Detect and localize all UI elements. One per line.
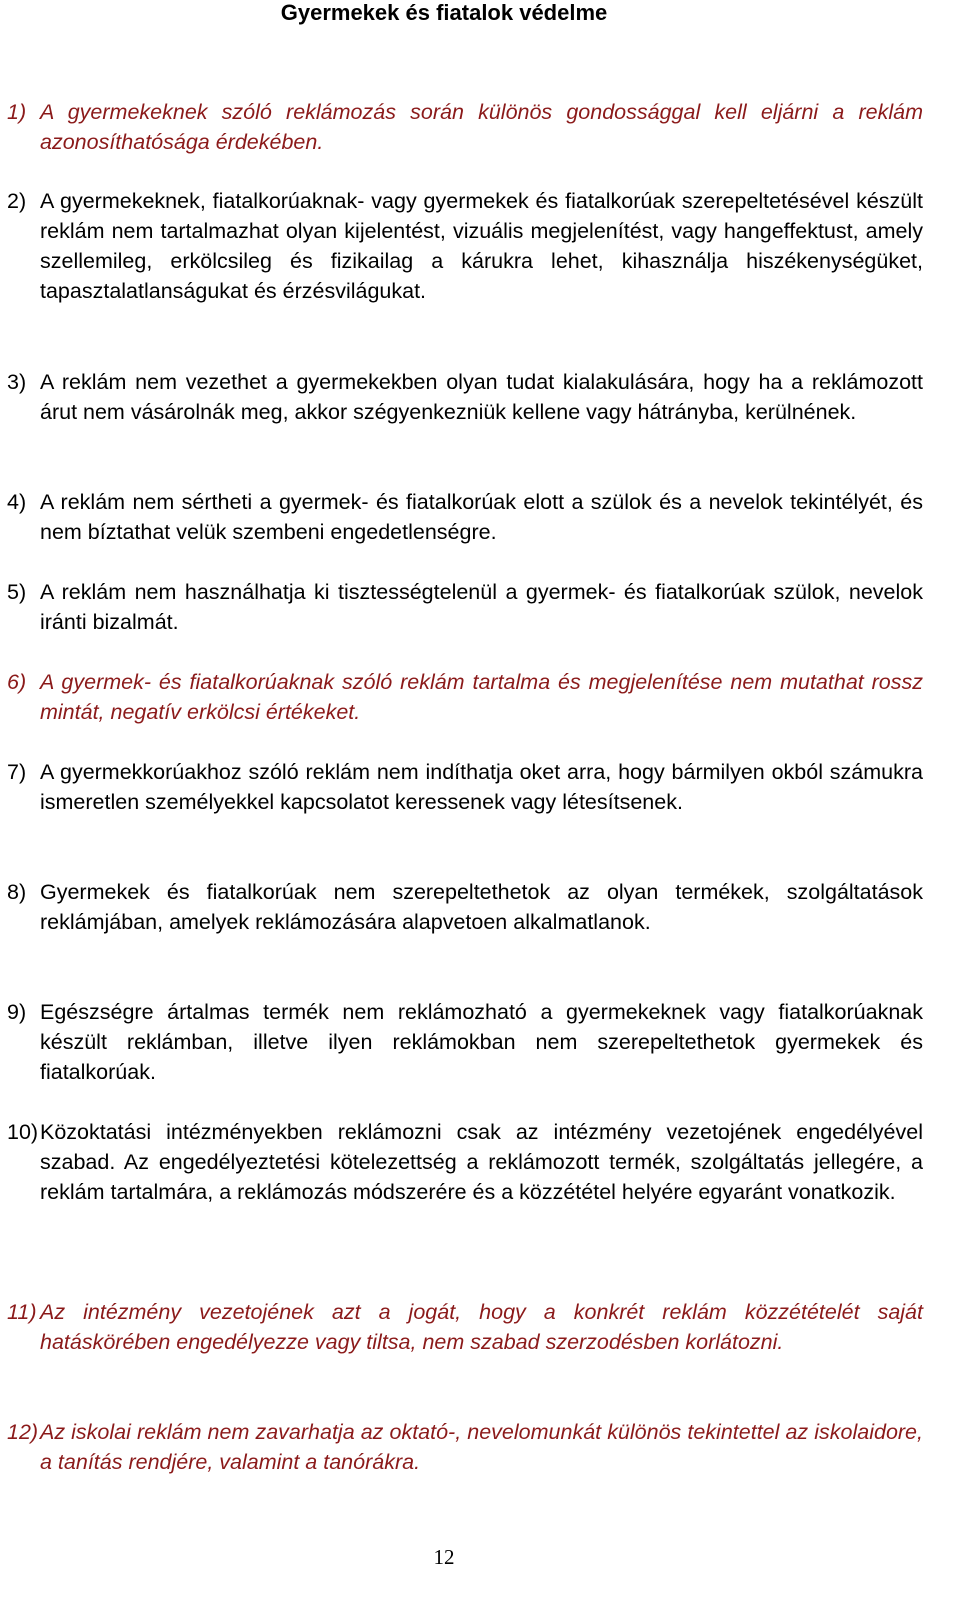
- list-item-6: [7, 667, 923, 727]
- item-number: 3): [7, 370, 27, 394]
- list-item-5: [7, 577, 923, 637]
- item-text: Közoktatási intézményekben reklámozni csak az intézmény vezetojének engedélyével szabad. Az engedélyeztetési kötelezettség a reklámozott termék, szolgáltatás jellegére, a reklám tartalmára, a reklámozás módszerére és a közzététel helyére egyaránt vonatkozik.: [40, 1120, 923, 1204]
- list-item-2: [7, 186, 923, 306]
- item-text: Az iskolai reklám nem zavarhatja az oktató-, nevelomunkát különös tekintettel az iskolaidore, a tanítás rendjére, valamint a tanórákra.: [40, 1420, 923, 1474]
- list-item-12: [7, 1417, 923, 1477]
- item-text: A gyermekeknek szóló reklámozás során különös gondossággal kell eljárni a reklám azonosíthatósága érdekében.: [40, 100, 923, 154]
- page-title: Gyermekek és fiatalok védelme: [280, 0, 608, 25]
- list-item-10: [7, 1117, 923, 1207]
- list-item-4: [7, 487, 923, 547]
- item-text: A reklám nem sértheti a gyermek- és fiatalkorúak elott a szülok és a nevelok tekintélyét, és nem bíztathat velük szembeni engedetlenségre.: [40, 490, 923, 544]
- list-item-8: [7, 877, 923, 937]
- item-number: 2): [7, 189, 27, 213]
- item-text: A gyermekeknek, fiatalkorúaknak- vagy gyermekek és fiatalkorúak szerepeltetésével készült reklám nem tartalmazhat olyan kijelentést, vizuális megjelenítést, vagy hangeffektust, amely szellemileg, erkölcsileg és fizikailag a kárukra lehet, kihasználja hiszékenységüket, tapasztalatlanságukat és érzésvilágukat.: [40, 189, 923, 303]
- list-item-9: [7, 997, 923, 1087]
- item-number: 6): [7, 670, 27, 694]
- item-number: 8): [7, 880, 27, 904]
- item-text: Gyermekek és fiatalkorúak nem szerepeltethetok az olyan termékek, szolgáltatások reklámjában, amelyek reklámozására alapvetoen alkalmatlanok.: [40, 880, 923, 934]
- item-text: Az intézmény vezetojének azt a jogát, hogy a konkrét reklám közzétételét saját hatáskörében engedélyezze vagy tiltsa, nem szabad szerzodésben korlátozni.: [40, 1300, 923, 1354]
- item-number: 4): [7, 490, 27, 514]
- item-number: 12): [7, 1420, 39, 1444]
- list-item-3: [7, 367, 923, 427]
- item-text: Egészségre ártalmas termék nem reklámozható a gyermekeknek vagy fiatalkorúaknak készült reklámban, illetve ilyen reklámokban nem szerepeltethetok gyermekek és fiatalkorúak.: [40, 1000, 923, 1084]
- list-item-11: [7, 1297, 923, 1357]
- item-number: 5): [7, 580, 27, 604]
- item-text: A gyermekkorúakhoz szóló reklám nem indíthatja oket arra, hogy bármilyen okból számukra ismeretlen személyekkel kapcsolatot keressenek vagy létesítsenek.: [40, 760, 923, 814]
- item-number: 10): [7, 1120, 39, 1144]
- page-number: 12: [433, 1545, 455, 1569]
- item-number: 11): [7, 1300, 37, 1324]
- list-item-7: [7, 757, 923, 817]
- item-text: A reklám nem használhatja ki tisztességtelenül a gyermek- és fiatalkorúak szülok, nevelok iránti bizalmát.: [40, 580, 923, 634]
- item-number: 9): [7, 1000, 27, 1024]
- list-item-1: [7, 97, 923, 157]
- item-text: A reklám nem vezethet a gyermekekben olyan tudat kialakulására, hogy ha a reklámozott árut nem vásárolnák meg, akkor szégyenkezniük kellene vagy hátrányba, kerülnének.: [40, 370, 923, 424]
- item-text: A gyermek- és fiatalkorúaknak szóló reklám tartalma és megjelenítése nem mutathat rossz mintát, negatív erkölcsi értékeket.: [40, 670, 923, 724]
- item-number: 1): [7, 100, 27, 124]
- item-number: 7): [7, 760, 27, 784]
